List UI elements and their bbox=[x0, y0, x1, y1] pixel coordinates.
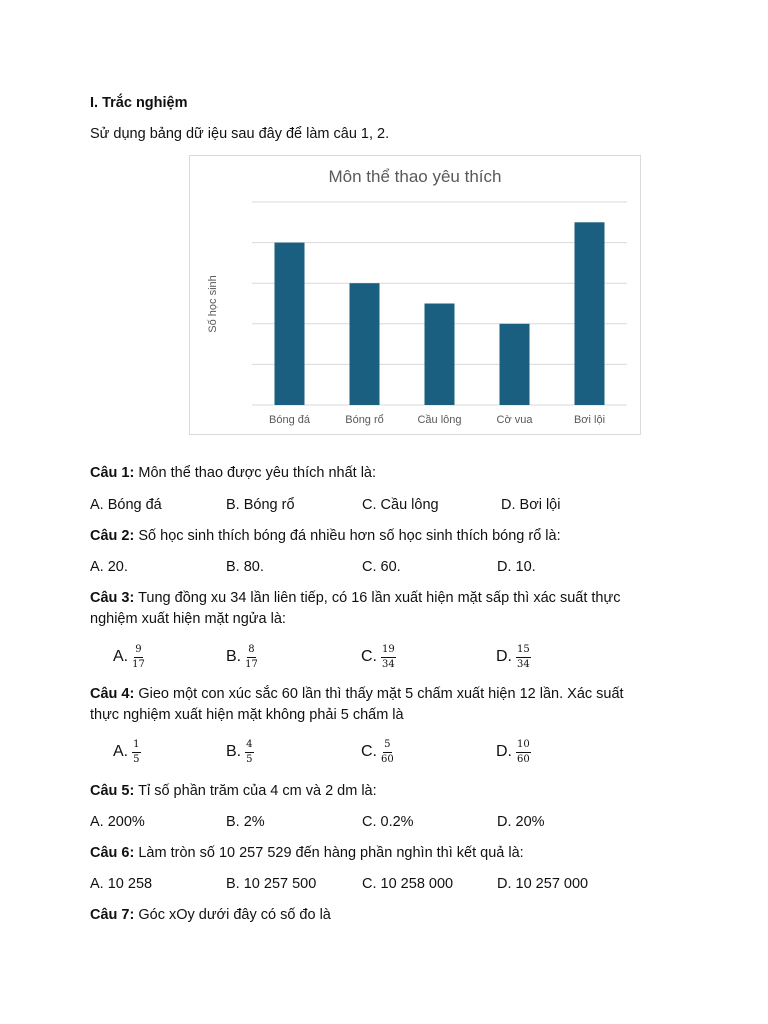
question-4-options bbox=[90, 734, 710, 770]
question-3 bbox=[90, 590, 620, 606]
question-3-text: Tung đồng xu 34 lần liên tiếp, có 16 lần xuất hiện mặt sấp thì xác suất thực bbox=[138, 590, 621, 606]
fraction bbox=[132, 644, 145, 671]
question-2 bbox=[90, 528, 561, 544]
denominator: 60 bbox=[381, 753, 394, 765]
question-3-options bbox=[90, 639, 710, 675]
question-1-options bbox=[90, 497, 710, 517]
denominator: 5 bbox=[246, 753, 253, 765]
intro-text: Sử dụng bảng dữ iệu sau đây để làm câu 1, 2. bbox=[90, 126, 390, 142]
fraction bbox=[381, 739, 394, 766]
option-b[interactable]: B. 10 257 500 bbox=[226, 876, 317, 892]
x-tick-label: Cờ vua bbox=[496, 414, 533, 426]
question-2-text: Số học sinh thích bóng đá nhiều hơn số học sinh thích bóng rổ là: bbox=[138, 528, 561, 544]
denominator: 34 bbox=[517, 658, 530, 670]
option-a[interactable]: A. 10 258 bbox=[90, 876, 153, 892]
question-1-label: Câu 1: bbox=[90, 465, 135, 481]
question-1-text: Môn thể thao được yêu thích nhất là: bbox=[138, 465, 377, 481]
question-7-label: Câu 7: bbox=[90, 907, 135, 923]
bar-4 bbox=[500, 324, 530, 405]
question-4-label: Câu 4: bbox=[90, 686, 135, 702]
question-2-label: Câu 2: bbox=[90, 528, 135, 544]
question-6-text: Làm tròn số 10 257 529 đến hàng phần nghìn thì kết quả là: bbox=[138, 845, 524, 861]
option-letter: C. bbox=[361, 743, 377, 760]
question-7 bbox=[90, 907, 331, 923]
option-d[interactable] bbox=[496, 639, 531, 675]
option-c[interactable] bbox=[361, 639, 396, 675]
option-b[interactable]: B. Bóng rổ bbox=[226, 497, 295, 513]
question-2-options bbox=[90, 559, 710, 579]
chart-svg bbox=[190, 156, 640, 434]
option-d[interactable]: D. 20% bbox=[497, 814, 545, 830]
y-axis-label: Số học sinh bbox=[207, 275, 219, 333]
bar-3 bbox=[425, 304, 455, 406]
question-1 bbox=[90, 465, 376, 481]
option-c[interactable]: C. Cầu lông bbox=[362, 497, 439, 513]
numerator: 8 bbox=[247, 644, 255, 658]
option-letter: C. bbox=[361, 648, 377, 665]
denominator: 17 bbox=[132, 658, 145, 670]
denominator: 5 bbox=[133, 753, 140, 765]
numerator: 9 bbox=[134, 644, 142, 658]
fraction bbox=[245, 739, 253, 766]
favorite-sport-chart bbox=[189, 155, 641, 435]
fraction bbox=[516, 739, 531, 766]
option-c[interactable]: C. 0.2% bbox=[362, 814, 414, 830]
question-5 bbox=[90, 783, 377, 799]
question-5-text: Tỉ số phần trăm của 4 cm và 2 dm là: bbox=[138, 783, 377, 799]
option-d[interactable] bbox=[496, 734, 531, 770]
option-b[interactable]: B. 2% bbox=[226, 814, 265, 830]
question-4 bbox=[90, 686, 624, 702]
numerator: 10 bbox=[516, 739, 531, 753]
question-7-text: Góc xOy dưới đây có số đo là bbox=[138, 907, 331, 923]
option-d[interactable]: D. 10 257 000 bbox=[497, 876, 589, 892]
x-tick-label: Cầu lông bbox=[417, 414, 462, 426]
numerator: 4 bbox=[245, 739, 253, 753]
question-4-text-cont: thực nghiệm xuất hiện mặt không phải 5 chấm là bbox=[90, 707, 404, 723]
numerator: 19 bbox=[381, 644, 396, 658]
question-6-options bbox=[90, 876, 710, 896]
option-c[interactable]: C. 10 258 000 bbox=[362, 876, 454, 892]
option-c[interactable] bbox=[361, 734, 394, 770]
option-a[interactable]: A. 200% bbox=[90, 814, 145, 830]
option-a[interactable]: A. 20. bbox=[90, 559, 128, 575]
denominator: 17 bbox=[245, 658, 258, 670]
option-letter: B. bbox=[226, 743, 242, 760]
option-letter: A. bbox=[113, 743, 129, 760]
numerator: 5 bbox=[383, 739, 391, 753]
fraction bbox=[132, 739, 140, 766]
x-tick-label: Bóng rổ bbox=[345, 414, 384, 426]
option-d[interactable]: D. Bơi lội bbox=[501, 497, 561, 513]
option-a[interactable]: A. Bóng đá bbox=[90, 497, 162, 513]
question-5-options bbox=[90, 814, 710, 834]
option-b[interactable] bbox=[226, 734, 254, 770]
fraction bbox=[245, 644, 258, 671]
denominator: 34 bbox=[382, 658, 395, 670]
option-letter: B. bbox=[226, 648, 242, 665]
option-a[interactable] bbox=[113, 639, 145, 675]
option-a[interactable] bbox=[113, 734, 141, 770]
x-tick-label: Bơi lội bbox=[573, 414, 606, 426]
x-tick-label: Bóng đá bbox=[269, 414, 310, 426]
option-letter: D. bbox=[496, 648, 512, 665]
numerator: 1 bbox=[132, 739, 140, 753]
option-b[interactable]: B. 80. bbox=[226, 559, 264, 575]
option-letter: D. bbox=[496, 743, 512, 760]
fraction bbox=[516, 644, 531, 671]
question-6 bbox=[90, 845, 524, 861]
question-3-label: Câu 3: bbox=[90, 590, 135, 606]
option-b[interactable] bbox=[226, 639, 258, 675]
bar-5 bbox=[575, 222, 605, 405]
section-title: I. Trắc nghiệm bbox=[90, 95, 188, 111]
denominator: 60 bbox=[517, 753, 530, 765]
bar-2 bbox=[350, 283, 380, 405]
question-6-label: Câu 6: bbox=[90, 845, 135, 861]
question-4-text: Gieo một con xúc sắc 60 lần thì thấy mặt 5 chấm xuất hiện 12 lần. Xác suất bbox=[138, 686, 624, 702]
question-5-label: Câu 5: bbox=[90, 783, 135, 799]
option-d[interactable]: D. 10. bbox=[497, 559, 536, 575]
option-c[interactable]: C. 60. bbox=[362, 559, 401, 575]
bar-1 bbox=[275, 243, 305, 405]
numerator: 15 bbox=[516, 644, 531, 658]
option-letter: A. bbox=[113, 648, 129, 665]
fraction bbox=[381, 644, 396, 671]
question-3-text-cont: nghiệm xuất hiện mặt ngửa là: bbox=[90, 611, 286, 627]
chart-title: Môn thể thao yêu thích bbox=[328, 167, 502, 186]
